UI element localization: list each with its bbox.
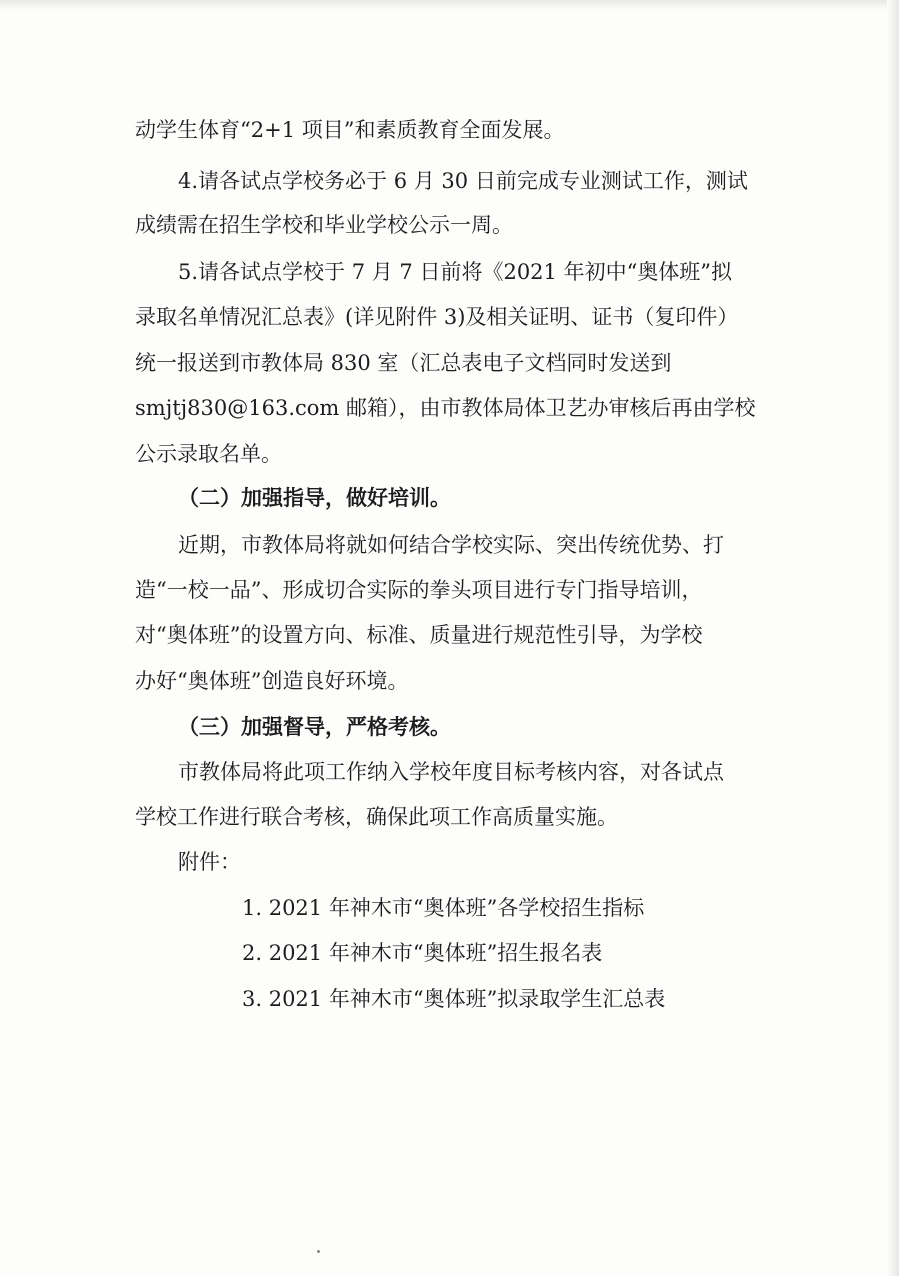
attachment-item: 2. 2021 年神木市“奥体班”招生报名表	[242, 941, 603, 965]
text-line: 统一报送到市教体局 830 室（汇总表电子文档同时发送到	[135, 351, 672, 375]
text-line: smjtj830@163.com 邮箱），由市教体局体卫艺办审核后再由学校	[135, 396, 756, 420]
text-line: 学校工作进行联合考核，确保此项工作高质量实施。	[135, 805, 618, 829]
text-line: 5.请各试点学校于 7 月 7 日前将《2021 年初中“奥体班”拟	[178, 260, 733, 284]
text-line: 4.请各试点学校务必于 6 月 30 日前完成专业测试工作，测试	[178, 169, 748, 193]
text-line: 造“一校一品”、形成切合实际的拳头项目进行专门指导培训，	[135, 578, 703, 602]
text-line: 对“奥体班”的设置方向、标准、质量进行规范性引导，为学校	[135, 623, 703, 647]
attachment-item: 1. 2021 年神木市“奥体班”各学校招生指标	[242, 896, 645, 920]
text-line: 动学生体育“2+1 项目”和素质教育全面发展。	[135, 118, 565, 142]
text-line: 录取名单情况汇总表》(详见附件 3)及相关证明、证书（复印件）	[135, 305, 739, 329]
text-line: 市教体局将此项工作纳入学校年度目标考核内容，对各试点	[178, 760, 724, 784]
text-line: 办好“奥体班”创造良好环境。	[135, 669, 409, 693]
text-line: 近期，市教体局将就如何结合学校实际、突出传统优势、打	[178, 533, 724, 557]
text-line: 成绩需在招生学校和毕业学校公示一周。	[135, 213, 513, 237]
section-heading: （三）加强督导，严格考核。	[178, 714, 451, 739]
section-heading: （二）加强指导，做好培训。	[178, 485, 451, 510]
scan-speck	[317, 1250, 320, 1253]
attachments-label: 附件：	[178, 850, 241, 874]
text-line: 公示录取名单。	[135, 442, 282, 466]
attachment-item: 3. 2021 年神木市“奥体班”拟录取学生汇总表	[242, 987, 666, 1011]
